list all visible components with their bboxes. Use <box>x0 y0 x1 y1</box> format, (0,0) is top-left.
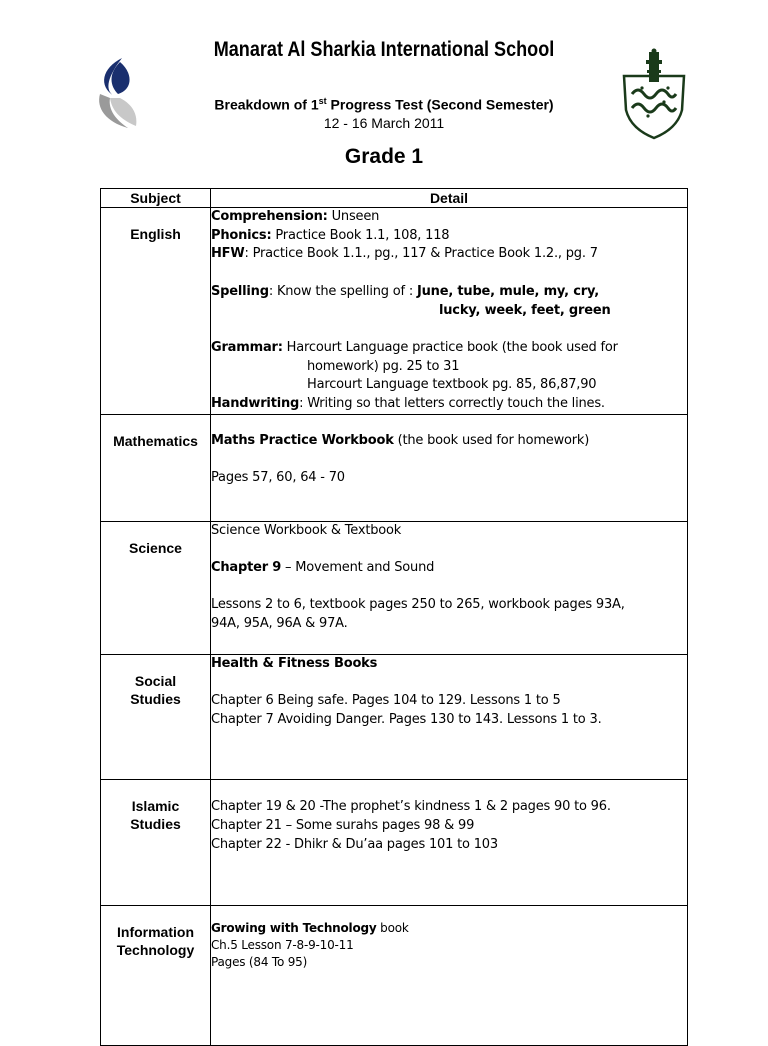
subject-english: English <box>101 208 211 415</box>
breakdown-title: Breakdown of 1st Progress Test (Second Semester) <box>214 96 554 113</box>
table-row-science <box>101 521 688 654</box>
detail-column-header: Detail <box>211 189 688 208</box>
table-row-mathematics <box>101 414 688 521</box>
table-row-information-technology <box>101 905 688 1045</box>
test-subtitle <box>0 92 768 132</box>
table-row-english <box>101 208 688 415</box>
subject-information-technology: Information Technology <box>101 905 211 1045</box>
table-row-islamic-studies <box>101 779 688 905</box>
table-row-social-studies <box>101 654 688 779</box>
breakdown-table <box>100 188 688 1046</box>
grade-heading: Grade 1 <box>344 145 424 168</box>
test-dates: 12 - 16 March 2011 <box>323 114 445 131</box>
subject-social-studies: Social Studies <box>101 654 211 779</box>
subject-column-header: Subject <box>101 189 211 208</box>
subject-science: Science <box>101 521 211 654</box>
detail-mathematics: Maths Practice Workbook (the book used for homework) Pages 57, 60, 64 - 70 <box>211 414 688 521</box>
detail-information-technology: Growing with Technology book Ch.5 Lesson 7-8-9-10-11 Pages (84 To 95) <box>211 905 688 1045</box>
subject-islamic-studies: Islamic Studies <box>101 779 211 905</box>
school-name: Manarat Al Sharkia International School <box>213 38 555 61</box>
detail-science: Science Workbook & Textbook Chapter 9 – Movement and Sound Lessons 2 to 6, textbook pages 250 to 265, workbook pages 93A, 94A, 95A, 96A & 97A. <box>211 521 688 654</box>
detail-social-studies: Health & Fitness Books Chapter 6 Being safe. Pages 104 to 129. Lessons 1 to 5 Chapter 7 Avoiding Danger. Pages 130 to 143. Lessons 1 to 3. <box>211 654 688 779</box>
detail-english: Comprehension: Unseen Phonics: Practice Book 1.1, 108, 118 HFW: Practice Book 1.1., pg., 117 & Practice Book 1.2., pg. 7 Spelling: Know the spelling of : June, tube, mule, my, cry, lucky, week, feet, green Grammar: Harcourt Language practice book (the book used for homework) pg. 25 to 31 Harcourt Language textbook pg. 85, 86,87,90 Handwriting: Writing so that letters correctly touch the lines. <box>211 208 688 415</box>
detail-islamic-studies: Chapter 19 & 20 -The prophet’s kindness 1 & 2 pages 90 to 96. Chapter 21 – Some surahs pages 98 & 99 Chapter 22 - Dhikr & Du’aa pages 101 to 103 <box>211 779 688 905</box>
table-header-row <box>101 189 688 208</box>
subject-mathematics: Mathematics <box>101 414 211 521</box>
